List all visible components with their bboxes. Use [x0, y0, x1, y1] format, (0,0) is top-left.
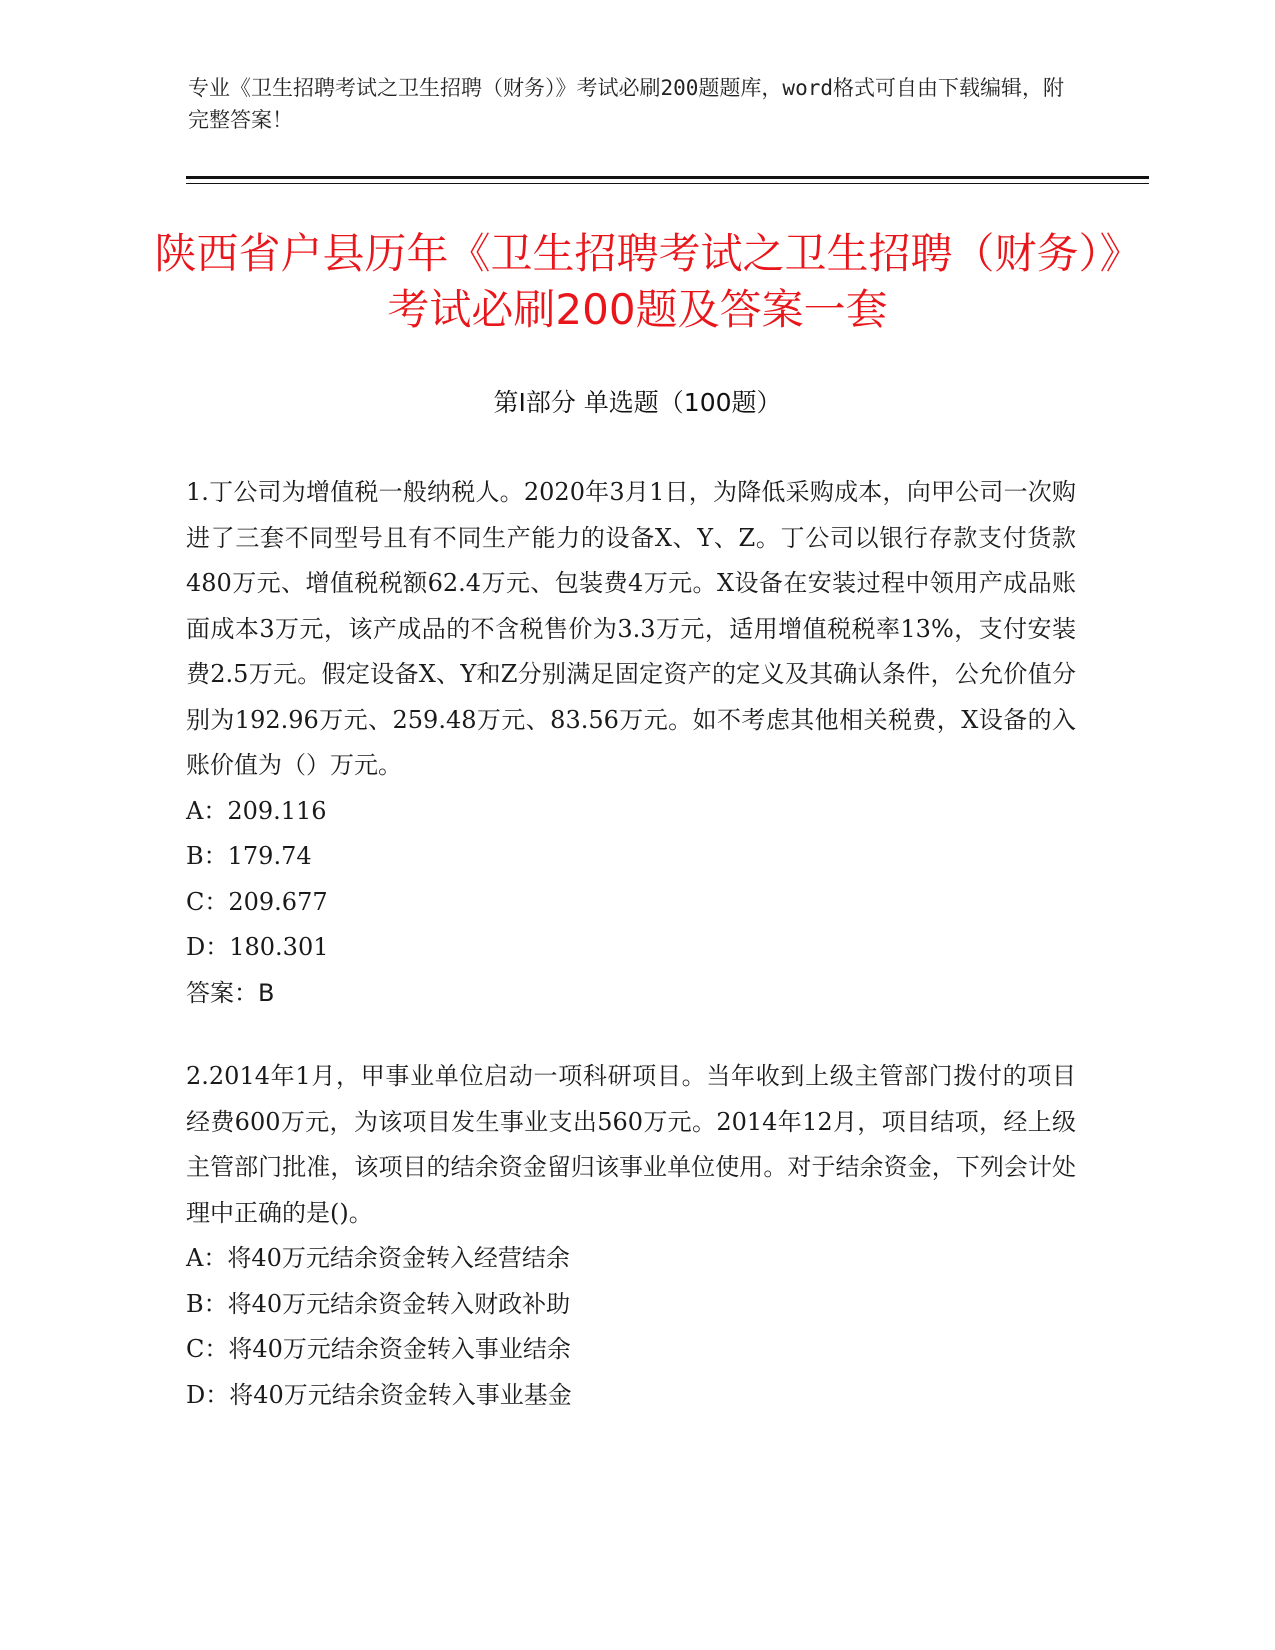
- answer-text: 答案：B: [186, 978, 275, 1007]
- option-d: D：180.301: [186, 933, 329, 961]
- question-1: [186, 470, 1076, 1016]
- header-divider-thick: [186, 176, 1149, 179]
- option-a: A：209.116: [186, 796, 327, 825]
- section-title: 第Ⅰ部分 单选题（100题）: [493, 388, 782, 417]
- question-stem: 1.丁公司为增值税一般纳税人。2020年3月1日，为降低采购成本，向甲公司一次购进了三套不同型号且有不同生产能力的设备X、Y、Z。丁公司以银行存款支付货款480万元、增值税税额62.4万元、包装费4万元。X设备在安装过程中领用产成品账面成本3万元，该产成品的不含税售价为3.3万元，适用增值税税率13%，支付安装费2.5万元。假定设备X、Y和Z分别满足固定资产的定义及其确认条件，公允价值分别为192.96万元、259.48万元、83.56万元。如不考虑其他相关税费，X设备的入账价值为（）万元。: [186, 478, 1076, 779]
- question-2: [186, 1054, 1076, 1418]
- option-list: [186, 1236, 1076, 1418]
- header-note: 专业《卫生招聘考试之卫生招聘（财务）》考试必刷200题题库，word格式可自由下载编辑，附完整答案！: [188, 76, 1064, 132]
- option-b: B：将40万元结余资金转入财政补助: [186, 1289, 571, 1318]
- option-c: C：209.677: [186, 887, 328, 916]
- option-list: [186, 789, 1076, 971]
- question-stem: 2.2014年1月，甲事业单位启动一项科研项目。当年收到上级主管部门拨付的项目经费600万元，为该项目发生事业支出560万元。2014年12月，项目结项，经上级主管部门批准，该项目的结余资金留归该事业单位使用。对于结余资金，下列会计处理中正确的是()。: [186, 1062, 1076, 1227]
- header-divider-thin: [186, 183, 1149, 184]
- option-c: C：将40万元结余资金转入事业结余: [186, 1335, 571, 1363]
- question-list: [186, 470, 1076, 1456]
- option-a: A：将40万元结余资金转入经营结余: [186, 1244, 570, 1272]
- document-title: 陕西省户县历年《卫生招聘考试之卫生招聘（财务）》考试必刷200题及答案一套: [154, 229, 1121, 334]
- option-b: B：179.74: [186, 842, 312, 870]
- option-d: D：将40万元结余资金转入事业基金: [186, 1380, 572, 1409]
